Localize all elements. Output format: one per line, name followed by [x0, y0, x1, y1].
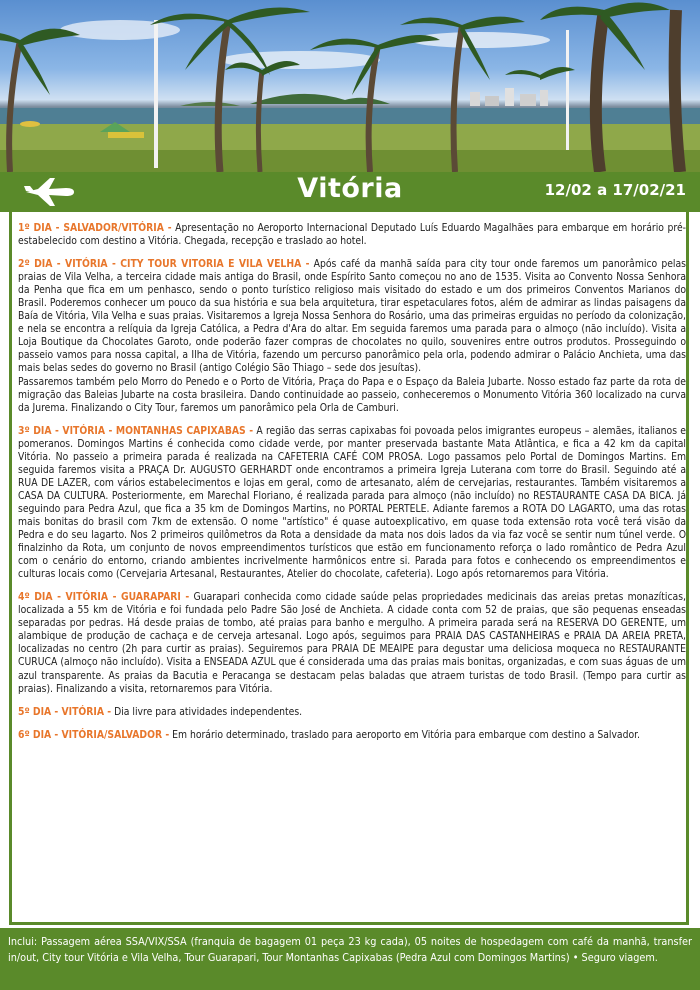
beach-palm-scene — [0, 0, 700, 172]
day-description: Dia livre para atividades independentes. — [114, 705, 303, 718]
day-2 — [18, 258, 686, 375]
day-description: Guarapari conhecida como cidade saúde pelas propriedades medicinais das areias pretas monazíticas, localizada a 55 km de Vitória e foi fundada pelo Padre São José de Anchieta. A cidade conta com 52 de praias, que são pequenas enseadas separadas por pedras. Há desde praias de tombo, até praias para banho e mergulho. A primeira parada será na RESERVA DO GERENTE, um alambique de produção de cachaça e de cerveja artesanal. Logo após, seguimos para PRAIA DAS CASTANHEIRAS e PRAIA DA AREIA PRETA, localizadas no centro (2h para curtir as praias). Seguiremos para PRAIA DE MEAIPE para degustar uma deliciosa moqueca no RESTAURANTE CURUCA (almoço não incluído). Visita a ENSEADA AZUL que é considerada uma das praias mais bonitas, organizadas, e com suas águas de um azul transparente. As praias da Bacutia e Peracanga se destacam pelas baladas que atraem turistas de todo Brasil. (Tempo para curtir as praias). Finalizando a visita, retornaremos para Vitória. — [18, 591, 686, 695]
day-4 — [18, 591, 686, 695]
day-heading: 4º DIA - VITÓRIA - GUARAPARI - — [18, 591, 190, 604]
day-heading: 3º DIA - VITÓRIA - MONTANHAS CAPIXABAS - — [18, 424, 254, 437]
day-description: A região das serras capixabas foi povoada pelos imigrantes europeus – alemães, italianos e pomeranos. Domingos Martins é conhecida como cidade verde, por manter preservada bastante Mata Atlântica, e fica a 42 km da capital Vitória. No passeio a primeira parada é realizada na CAFETERIA CAFÉ COM PROSA. Logo passamos pelo Portal de Domingos Martins. Em seguida faremos visita a PRAÇA Dr. AUGUSTO GERHARDT onde encontramos a primeira Igreja Luterana com torre do Brasil. Seguindo até a RUA DE LAZER, com vários estabelecimentos e lojas em geral, como de artesanato, além de cervejarias, restaurantes. Também visitaremos a CASA DA CULTURA. Posteriormente, em Marechal Floriano, é realizada parada para almoço (não incluído) no RESTAURANTE CASA DA BICA. Já seguindo para Pedra Azul, que fica a 35 km de Domingos Martins, no PORTAL PERTELE. Adiante faremos a ROTA DO LAGARTO, uma das rotas mais bonitas do brasil com 7km de extensão. O nome "artístico" é quase autoexplicativo, em quase toda extensão rota você terá visão da Pedra e do seu lagarto. Nos 2 primeiros quilômetros da Rota a densidade da mata nos dois lados da via faz você se sentir num túnel verde. O finalzinho da Rota, um conjunto de novos empreendimentos turísticos que estão em funcionamento reforça o lado romântico de Pedra Azul com o cenário do entorno, criando ambientes incrivelmente harmônicos entre si. Parada para fotos e conhecendo os empreendimentos e culturas locais como (Cervejaria Artesanal, Restaurantes, Atelier do chocolate, cafeteria). Logo após retornaremos para Vitória. — [18, 424, 686, 581]
title-band — [0, 172, 700, 212]
day-6 — [18, 729, 686, 742]
hero-photo — [0, 0, 700, 172]
day-3 — [18, 425, 686, 582]
day-description: Em horário determinado, traslado para aeroporto em Vitória para embarque com destino a Salvador. — [172, 728, 640, 741]
day-heading: 6º DIA - VITÓRIA/SALVADOR - — [18, 728, 170, 741]
day-description: Após café da manhã saída para city tour onde faremos um panorâmico pelas praias de Vila Velha, a terceira cidade mais antiga do Brasil, onde Espírito Santo começou no ano de 1535. Visita ao Convento Nossa Senhora da Penha que fica em um penhasco, sendo o ponto turístico religioso mais visitado do estado e um dos primeiros Conventos Marianos do Brasil. Poderemos conhecer um pouco da sua história e sua bela arquitetura, tirar espetaculares fotos, além de admirar as lindas paisagens da Baía de Vitória, Vila Velha e suas praias. Visitaremos a Igreja Nossa Senhora do Rosário, uma das primeiras erguidas no período da colonização, e nela se encontra a relíquia da Igreja Católica, a Pedra d'Ara do altar. Em seguida faremos uma parada para o almoço (não incluído). Visita a Loja Boutique da Chocolates Garoto, onde poderão fazer compras de chocolates no quilo, souvenires entre outros produtos. Prosseguindo o passeio vamos para nossa capital, a Ilha de Vitória, fazendo um percurso panorâmico pela orla, podendo admirar o Palácio Anchieta, uma das mais belas sedes do governo no Brasil (antigo Colégio São Thiago – sede dos jesuítas). — [18, 258, 686, 375]
day-heading: 5º DIA - VITÓRIA - — [18, 705, 112, 718]
day-2-continued — [18, 376, 686, 415]
day-heading: 1º DIA - SALVADOR/VITÓRIA - — [18, 222, 172, 234]
day-1 — [18, 222, 686, 248]
day-heading: 2º DIA - VITÓRIA - CITY TOUR VITORIA E VILA VELHA - — [18, 258, 310, 271]
itinerary — [18, 222, 686, 752]
day-description: Passaremos também pelo Morro do Penedo e o Porto de Vitória, Praça do Papa e o Espaço da Baleia Jubarte. Nosso estado faz parte da rota de migração das Baleias Jubarte na costa brasileira. Dando continuidade ao passeio, conheceremos o Monumento Vitória 360 localizado na curva da Jurema. Finalizando o City Tour, faremos um panorâmico pela Orla de Camburi. — [18, 375, 686, 414]
page-title: Vitória — [297, 173, 403, 204]
day-5 — [18, 706, 686, 719]
includes-text: Inclui: Passagem aérea SSA/VIX/SSA (franquia de bagagem 01 peça 23 kg cada), 05 noites de hospedagem com café da manhã, transfer in/out, City tour Vitória e Vila Velha, Tour Guarapari, Tour Montanhas Capixabas (Pedra Azul com Domingos Martins) • Seguro viagem. — [8, 935, 692, 964]
trip-dates: 12/02 a 17/02/21 — [544, 181, 686, 199]
footer-band — [0, 928, 700, 990]
day-description: Apresentação no Aeroporto Internacional Deputado Luís Eduardo Magalhães para embarque em horário pré-estabelecido com destino a Vitória. Chegada, recepção e traslado ao hotel. — [18, 222, 686, 248]
